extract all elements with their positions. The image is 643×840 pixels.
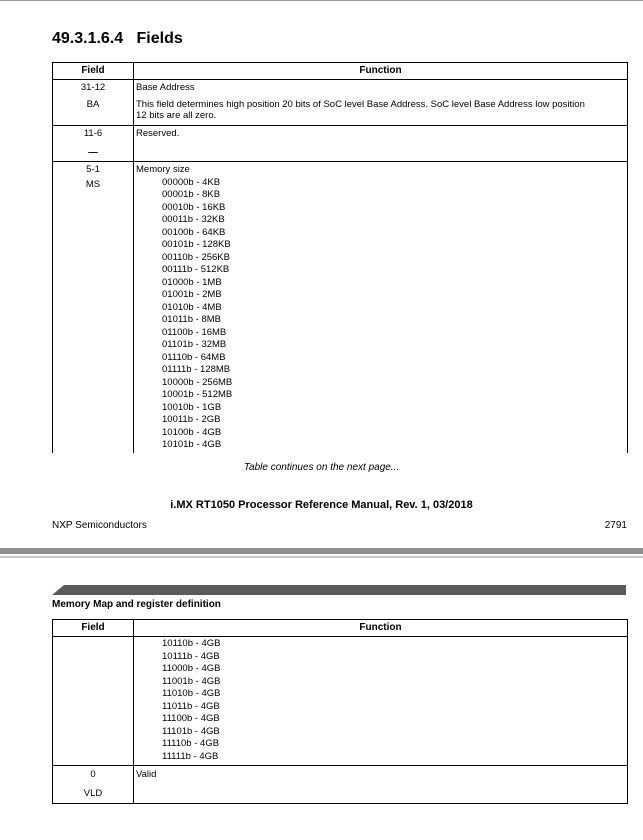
manual-title: i.MX RT1050 Processor Reference Manual, Rev. 1, 03/2018 <box>170 499 473 511</box>
function-cell <box>134 766 628 804</box>
fields-table <box>52 62 628 453</box>
list-item: 11111b - 4GB <box>162 750 219 762</box>
list-item: 00101b - 128KB <box>162 239 231 250</box>
section-title: Memory Map and register definition <box>52 599 221 610</box>
list-item: 11001b - 4GB <box>162 675 221 687</box>
field-name: VLD <box>83 787 103 799</box>
field-description: This field determines high position 20 bits of SoC level Base Address. SoC level Base Address low position 12 bits are all zero. <box>136 98 585 121</box>
function-cell <box>134 637 628 766</box>
list-item: 01111b - 128MB <box>162 364 231 375</box>
list-item: 01000b - 1MB <box>162 276 222 288</box>
bit-range: 11-6 <box>83 128 103 139</box>
list-item: 00011b - 32KB <box>162 214 225 225</box>
header-function: Function <box>134 63 628 80</box>
list-item: 00000b - 4KB <box>162 176 221 188</box>
header-field: Field <box>53 63 134 80</box>
section-header-bar <box>52 585 626 595</box>
list-item: 10100b - 4GB <box>162 426 222 438</box>
list-item: 00110b - 256KB <box>162 251 230 263</box>
header-field: Field <box>53 620 134 637</box>
function-cell <box>134 126 628 162</box>
field-name: BA <box>86 98 100 110</box>
field-cell <box>53 766 134 804</box>
field-title: Valid <box>136 769 157 780</box>
list-item: 11100b - 4GB <box>162 713 220 724</box>
list-item: 11101b - 4GB <box>162 725 220 737</box>
field-cell <box>53 126 134 162</box>
table-continues-note: Table continues on the next page... <box>243 462 400 473</box>
list-item: 10010b - 1GB <box>162 401 222 413</box>
field-title: Memory size <box>136 164 190 175</box>
list-item: 00100b - 64KB <box>162 226 226 238</box>
list-item: 01101b - 32MB <box>162 339 227 350</box>
table-row <box>53 766 628 804</box>
header-function: Function <box>134 620 628 637</box>
field-cell <box>53 162 134 454</box>
field-cell <box>53 80 134 126</box>
list-item: 10111b - 4GB <box>162 650 220 662</box>
bit-range: 5-1 <box>86 164 100 175</box>
list-item: 10101b - 4GB <box>162 439 222 450</box>
function-cell <box>134 162 628 454</box>
page-number: 2791 <box>604 520 627 531</box>
encoding-list <box>136 638 627 763</box>
list-item: 10000b - 256MB <box>162 376 233 388</box>
list-item: 10001b - 512MB <box>162 389 233 400</box>
encoding-list <box>136 177 627 452</box>
table-header-row <box>53 620 628 637</box>
page-break-shadow <box>0 556 643 558</box>
field-title: Base Address <box>136 82 195 93</box>
table-row <box>53 80 628 126</box>
table-row <box>53 162 628 454</box>
list-item: 11010b - 4GB <box>162 688 221 699</box>
table-header-row <box>53 63 628 80</box>
page-break-bar <box>0 548 643 554</box>
field-name: — <box>88 146 98 158</box>
bit-range: 31-12 <box>80 82 106 93</box>
list-item: 11110b - 4GB <box>162 738 220 749</box>
list-item: 11000b - 4GB <box>162 663 221 674</box>
list-item: 01110b - 64MB <box>162 351 226 363</box>
section-heading: 49.3.1.6.4 Fields <box>52 30 183 47</box>
list-item: 10011b - 2GB <box>162 414 221 425</box>
list-item: 01010b - 4MB <box>162 301 222 313</box>
list-item: 00010b - 16KB <box>162 201 226 213</box>
field-title: Reserved. <box>136 128 180 139</box>
company-name: NXP Semiconductors <box>52 520 147 531</box>
page-top-rule <box>0 0 643 1</box>
field-cell <box>53 637 134 766</box>
fields-table-continued <box>52 619 628 804</box>
list-item: 00001b - 8KB <box>162 189 221 200</box>
list-item: 01100b - 16MB <box>162 326 227 338</box>
table-row <box>53 126 628 162</box>
bit-range: 0 <box>90 769 96 780</box>
function-cell <box>134 80 628 126</box>
list-item: 01011b - 8MB <box>162 314 221 325</box>
list-item: 10110b - 4GB <box>162 638 221 649</box>
table-row <box>53 637 628 766</box>
list-item: 01001b - 2MB <box>162 289 222 300</box>
list-item: 00111b - 512KB <box>162 264 230 275</box>
field-name: MS <box>85 178 101 190</box>
list-item: 11011b - 4GB <box>162 700 220 712</box>
